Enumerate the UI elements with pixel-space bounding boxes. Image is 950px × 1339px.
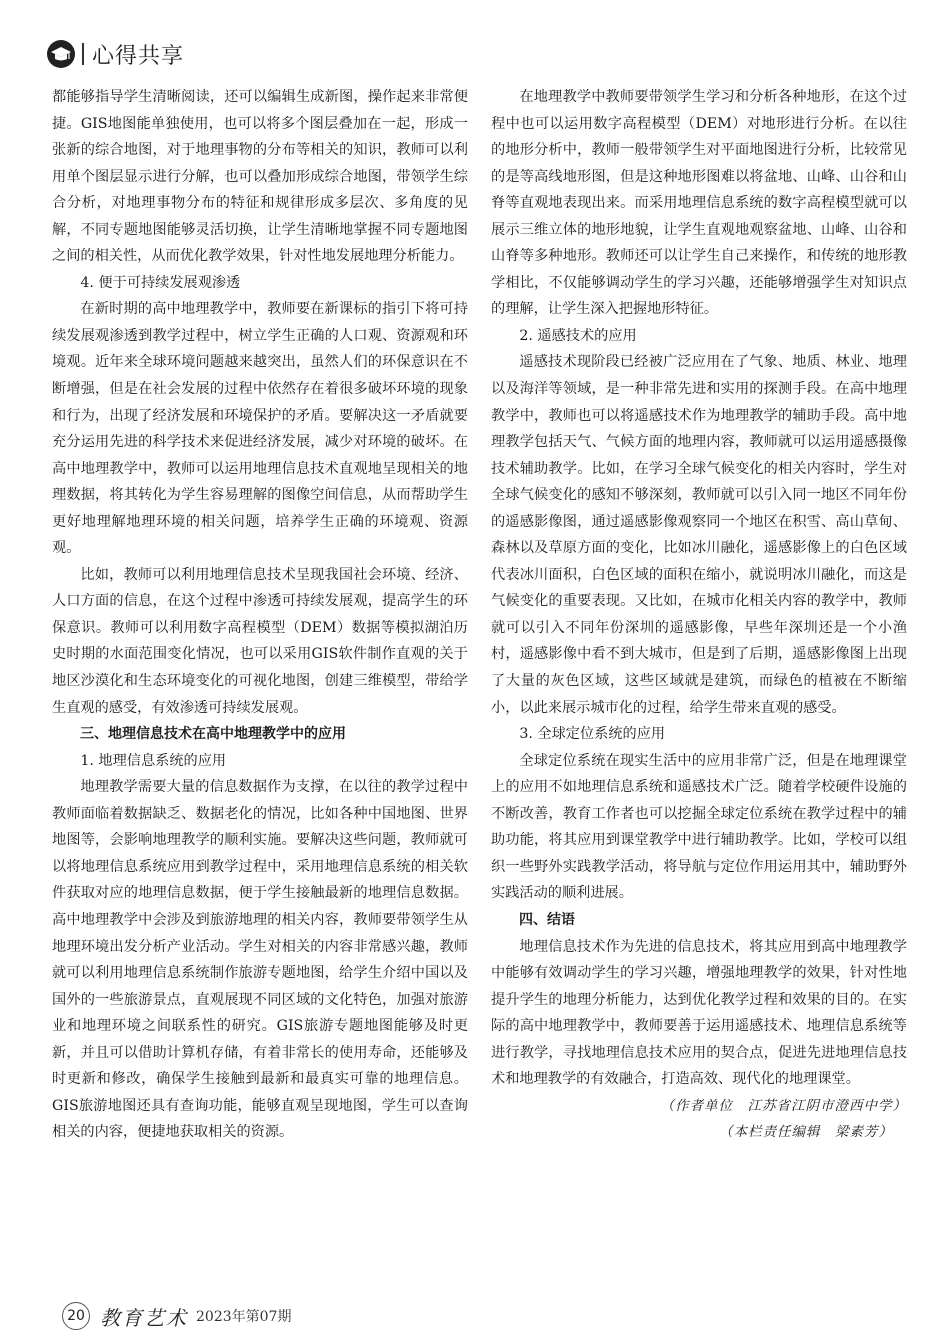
section-heading: 四、结语 [519,911,575,928]
paragraph: 遥感技术现阶段已经被广泛应用在了气象、地质、林业、地理以及海洋等领域，是一种非常先进和实用的探测手段。在高中地理教学中，教师也可以将遥感技术作为地理教学的辅助手段。高中地理教学包括天气、气候方面的地理内容，教师就可以运用遥感摄像技术辅助教学。比如，在学习全球气候变化的相关内容时，学生对全球气候变化的感知不够深刻，教师就可以引入同一地区不同年份的遥感影像图，通过遥感影像观察同一个地区在积雪、高山草甸、森林以及草原方面的变化，比如冰川融化，遥感影像上的白色区域代表冰川面积，白色区域的面积在缩小，就说明冰川融化，而这是气候变化的重要表现。又比如，在城市化相关内容的教学中，教师就可以引入不同年份深圳的遥感影像，早些年深圳还是一个小渔村，遥感影像中看不到大城市，但是到了后期，遥感影像图上出现了大量的灰色区域，这些区域就是建筑，而绿色的植被在不断缩小，以此来展示城市化的过程，给学生带来直观的感受。 [491,354,907,716]
section-title: 心得共享 [92,43,185,69]
author-affiliation: （作者单位 江苏省江阴市澄西中学） [660,1097,907,1114]
paragraph: 地理教学需要大量的信息数据作为支撑，在以往的教学过程中教师面临着数据缺乏、数据老化的情况，比如各种中国地图、世界地图等，会影响地理教学的顺利实施。要解决这些问题，教师就可以将地理信息系统应用到教学过程中，采用地理信息系统的相关软件获取对应的地理信息数据，便于学生接触最新的地理信息数据。高中地理教学中会涉及到旅游地理的相关内容，教师要带领学生从地理环境出发分析产业活动。学生对相关的内容非常感兴趣，教师就可以利用地理信息系统制作旅游专题地图，给学生介绍中国以及国外的一些旅游景点，直观展现不同区域的文化特色，加强对旅游业和地理环境之间联系性的研究。GIS旅游专题地图能够及时更新，并且可以借助计算机存储，有着非常长的使用寿命，还能够及时更新和修改，确保学生接触到最新和最真实可靠的地理信息。GIS旅游地图还具有查询功能，能够直观呈现地图，学生可以查询相关的内容，便捷地获取相关的资源。 [52,779,468,1141]
paragraph: 全球定位系统在现实生活中的应用非常广泛，但是在地理课堂上的应用不如地理信息系统和遥感技术广泛。随着学校硬件设施的不断改善，教育工作者也可以挖掘全球定位系统在教学过程中的辅助功能，将其应用到课堂教学中进行辅助教学。比如，学校可以组织一些野外实践教学活动，将导航与定位作用运用其中，辅助野外实践活动的顺利进展。 [491,752,907,902]
paragraph: 在新时期的高中地理教学中，教师要在新课标的指引下将可持续发展观渗透到教学过程中，树立学生正确的人口观、资源观和环境观。近年来全球环境问题越来越突出，虽然人们的环保意识在不断增强，但是在社会发展的过程中依然存在着很多破坏环境的现象和行为，出现了经济发展和环境保护的矛盾。要解决这一矛盾就要充分运用先进的科学技术来促进经济发展，减少对环境的破坏。在高中地理教学中，教师可以运用地理信息技术直观地呈现相关的地理数据，将其转化为学生容易理解的图像空间信息，从而帮助学生更好地理解地理环境的相关问题，培养学生正确的环境观、资源观。 [52,301,468,557]
paragraph: 都能够指导学生清晰阅读，还可以编辑生成新图，操作起来非常便捷。GIS地图能单独使用，也可以将多个图层叠加在一起，形成一张新的综合地图，对于地理事物的分布等相关的知识，教师可以利用单个图层显示进行分解，也可以叠加形成综合地图，带领学生综合分析，对地理事物分布的特征和规律形成多层次、多角度的见解，不同专题地图能够灵活切换，让学生清晰地掌握不同专题地图之间的相关性，从而优化教学效果，针对性地发展地理分析能力。 [52,89,468,265]
page-number: 20 [62,1302,90,1330]
issue-number: 2023年第07期 [196,1309,292,1325]
subheading: 1. 地理信息系统的应用 [80,752,227,769]
section-heading: 三、地理信息技术在高中地理教学中的应用 [80,726,346,743]
journal-name: 教育艺术 [100,1305,188,1330]
page-header [46,36,184,72]
right-column [491,84,907,1146]
page-footer [62,1302,291,1330]
paragraph: 比如，教师可以利用地理信息技术呈现我国社会环境、经济、人口方面的信息，在这个过程中渗透可持续发展观，提高学生的环保意识。教师可以利用数字高程模型（DEM）数据等模拟湖泊历史时期的水面范围变化情况，也可以采用GIS软件制作直观的关于地区沙漠化和生态环境变化的可视化地图，创建三维模型，带给学生直观的感受，有效渗透可持续发展观。 [52,566,468,716]
subheading: 2. 遥感技术的应用 [519,327,637,344]
editor-credit: （本栏责任编辑 梁素芳） [719,1124,893,1141]
subheading: 4. 便于可持续发展观渗透 [80,274,241,291]
left-column [52,84,468,1146]
subheading: 3. 全球定位系统的应用 [519,726,666,743]
paragraph: 在地理教学中教师要带领学生学习和分析各种地形，在这个过程中也可以运用数字高程模型（DEM）对地形进行分析。在以往的地形分析中，教师一般带领学生对平面地图进行分析，比较常见的是等高线地形图，但是这种地形图难以将盆地、山峰、山谷和山脊等直观地表现出来。而采用地理信息系统的数字高程模型就可以展示三维立体的地形地貌，让学生直观地观察盆地、山峰、山谷和山脊等多种地形。教师还可以让学生自己来操作，和传统的地形教学相比，不仅能够调动学生的学习兴趣，还能够增强学生对知识点的理解，让学生深入把握地形特征。 [491,89,907,318]
mortarboard-icon [46,39,76,69]
paragraph: 地理信息技术作为先进的信息技术，将其应用到高中地理教学中能够有效调动学生的学习兴趣，增强地理教学的效果，针对性地提升学生的地理分析能力，达到优化教学过程和效果的目的。在实际的高中地理教学中，教师要善于运用遥感技术、地理信息系统等进行教学，寻找地理信息技术应用的契合点，促进先进地理信息技术和地理教学的有效融合，打造高效、现代化的地理课堂。 [491,938,907,1088]
header-divider [82,43,84,65]
